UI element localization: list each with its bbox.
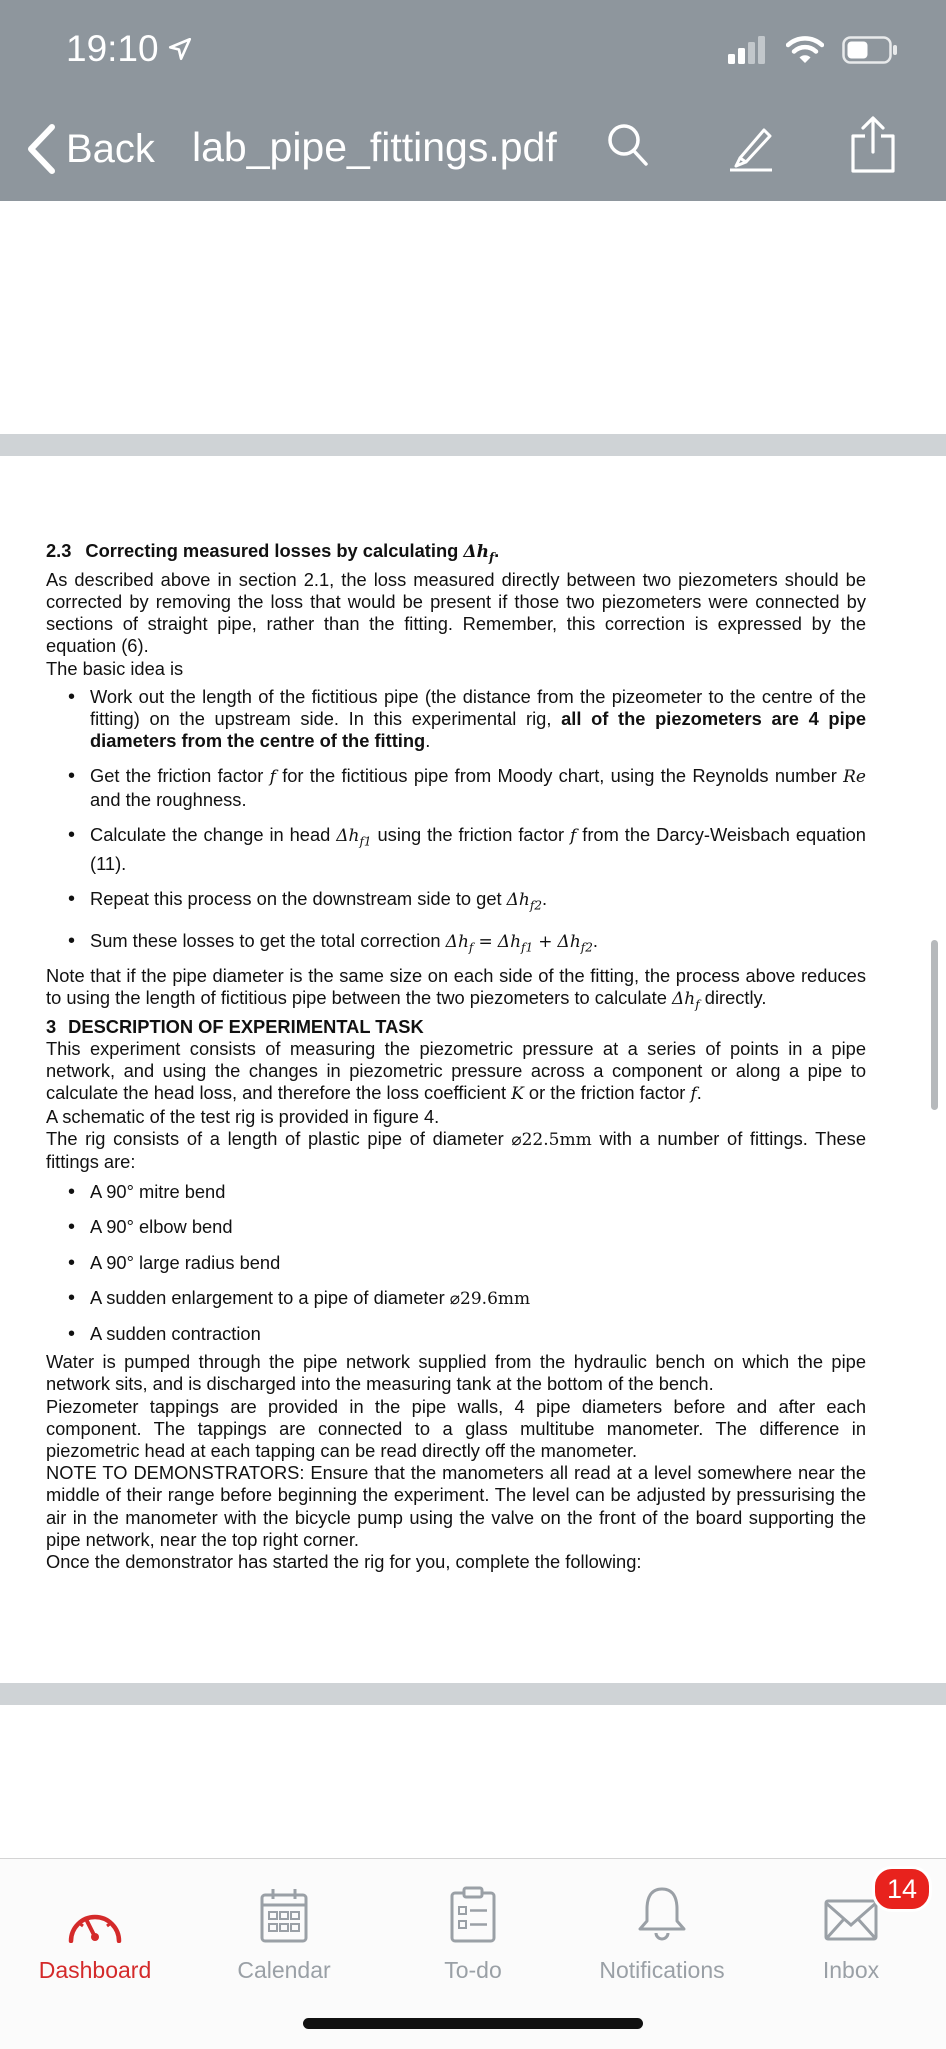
list-item: • Repeat this process on the downstream side to get $\Delta h_{f2}$. [90, 888, 866, 917]
list-item: • A 90° large radius bend [90, 1252, 866, 1274]
list-item: • A sudden enlargement to a pipe of diameter ⌀29.6mm [90, 1287, 866, 1310]
nav-row [0, 112, 946, 192]
tab-todo[interactable] [378, 1879, 568, 1984]
inbox-badge: 14 [872, 1866, 932, 1912]
highlighter-icon[interactable] [728, 122, 774, 172]
list-item: • Get the friction factor f for the fictitious pipe from Moody chart, using the Reynolds number Re and the roughness. [90, 765, 866, 810]
tab-label: Calendar [237, 1957, 331, 1983]
tab-label: Notifications [599, 1957, 725, 1983]
calendar-icon [260, 1887, 308, 1943]
paragraph-tappings: Piezometer tappings are provided in the pipe walls, 4 pipe diameters before and after each component. The tappings are connected to a glass multitube manometer. The difference in piezometric head at each tapping can be read directly off the manometer. [46, 1395, 866, 1461]
search-icon[interactable] [606, 122, 650, 170]
bell-icon [636, 1885, 688, 1943]
tab-label: Dashboard [38, 1957, 152, 1983]
steps-list [46, 686, 866, 959]
battery-icon [842, 36, 898, 64]
tab-label: Inbox [822, 1957, 880, 1983]
mail-icon [824, 1899, 878, 1943]
paragraph-schematic: A schematic of the test rig is provided in figure 4. [46, 1105, 440, 1127]
tab-dashboard[interactable] [0, 1879, 190, 1984]
tab-calendar[interactable] [189, 1879, 379, 1984]
list-item: • A sudden contraction [90, 1323, 866, 1345]
share-icon[interactable] [848, 116, 898, 174]
tab-notifications[interactable] [567, 1879, 757, 1984]
pdf-page-content [46, 540, 866, 1573]
paragraph-correction: As described above in section 2.1, the loss measured directly between two piezometers should be corrected by removing the loss that would be present if those two piezometers were connected by sections of straight pipe, rather than the fitting. Remember, this correction is expressed by the equation (6). [46, 568, 866, 657]
status-time [66, 28, 193, 70]
todo-clipboard-icon [449, 1885, 497, 1943]
section-heading-2-3: 2.3 Correcting measured losses by calculating $\Delta h_f$. [46, 540, 500, 565]
chevron-left-icon [26, 124, 56, 174]
section-heading-3: 3 DESCRIPTION OF EXPERIMENTAL TASK [46, 1015, 424, 1037]
list-item: • A 90° mitre bend [90, 1181, 866, 1203]
list-item: • Sum these losses to get the total correction $\Delta h_f = \Delta h_{f1} + \Delta h_{f2}$. [90, 930, 866, 959]
paragraph-basic-idea: The basic idea is [46, 657, 184, 679]
status-time-text: 19:10 [66, 28, 159, 69]
wifi-icon [786, 36, 824, 64]
document-title: lab_pipe_fittings.pdf [192, 124, 557, 170]
location-arrow-icon [167, 36, 193, 62]
page-separator-top [0, 434, 946, 456]
list-item: • Work out the length of the fictitious pipe (the distance from the pizeometer to the centre of the fitting) on the upstream side. In this experimental rig, all of the piezometers are 4 pipe diameters from the centre of the fitting. [90, 686, 866, 753]
top-bar [0, 0, 946, 201]
dashboard-gauge-icon [65, 1903, 125, 1943]
cellular-signal-icon [728, 36, 768, 64]
paragraph-water: Water is pumped through the pipe network supplied from the hydraulic bench on which the pipe network sits, and is discharged into the measuring tank at the bottom of the bench. [46, 1351, 866, 1395]
paragraph-experiment: This experiment consists of measuring the piezometric pressure at a series of points in a pipe network, and using the changes in piezometric pressure across a component or along a pipe to calculate the head loss, and therefore the loss coefficient K or the friction factor f. [46, 1037, 866, 1105]
paragraph-note-demonstrators: NOTE TO DEMONSTRATORS: Ensure that the manometers all read at a level somewhere near the middle of their range before beginning the experiment. The level can be adjusted by pressurising the air in the manometer with the bicycle pump using the valve on the front of the board supporting the pipe network, near the top right corner. [46, 1462, 866, 1550]
tab-label: To-do [444, 1957, 502, 1983]
back-label: Back [66, 126, 155, 171]
list-item: • A 90° elbow bend [90, 1216, 866, 1238]
fittings-list [46, 1181, 866, 1345]
page-separator-bottom [0, 1683, 946, 1705]
paragraph-note: Note that if the pipe diameter is the same size on each side of the fitting, the process above reduces to using the length of fictitious pipe between the two piezometers to calculate $\Delta h_f$ directly. [46, 964, 866, 1012]
status-indicators [728, 36, 898, 64]
scrollbar[interactable] [931, 940, 938, 1110]
list-item: • Calculate the change in head $\Delta h_{f1}$ using the friction factor f from the Darcy-Weisbach equation (11). [90, 824, 866, 875]
paragraph-rig: The rig consists of a length of plastic pipe of diameter ⌀22.5mm with a number of fittings. These fittings are: [46, 1127, 866, 1172]
home-indicator[interactable] [303, 2018, 643, 2029]
back-button[interactable] [26, 124, 155, 174]
paragraph-once: Once the demonstrator has started the rig for you, complete the following: [46, 1551, 642, 1572]
